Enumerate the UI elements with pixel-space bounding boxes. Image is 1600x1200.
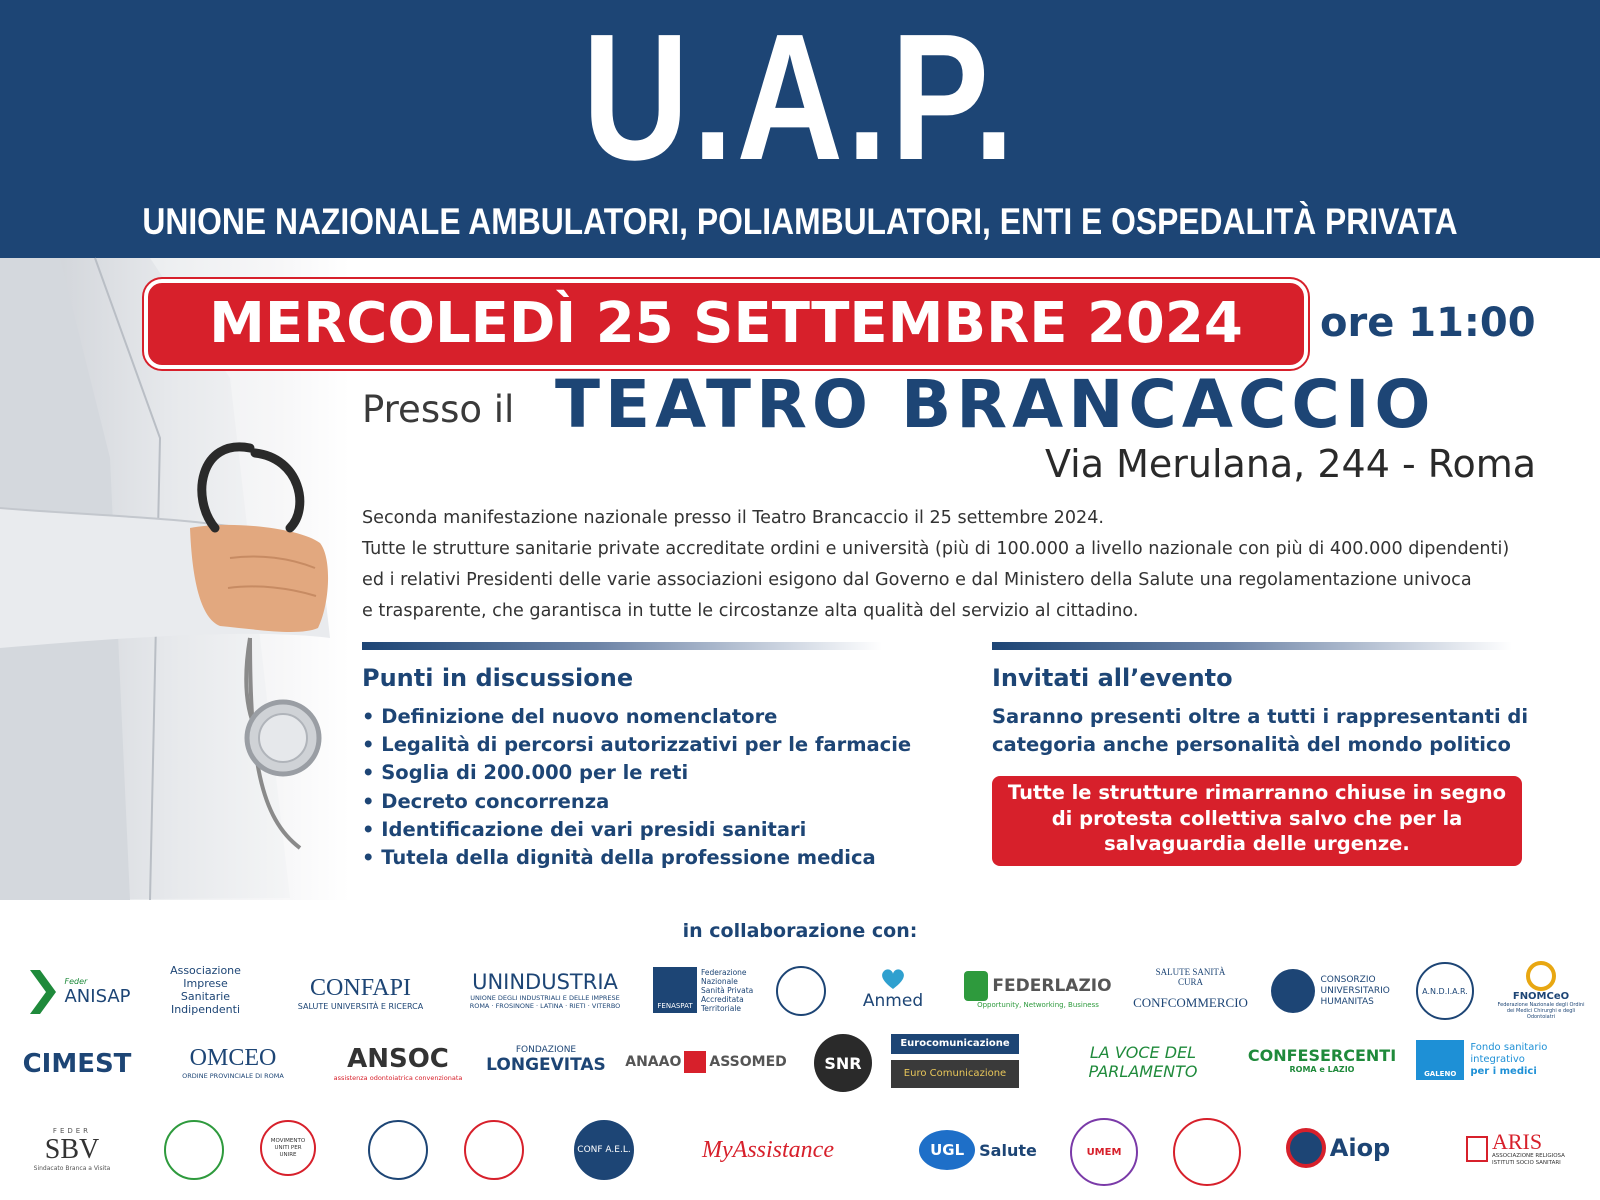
- longevitas-top: FONDAZIONE: [515, 1045, 577, 1055]
- fnomceo-text: FNOMCeO: [1512, 990, 1570, 1002]
- logo-fenaspat: [651, 962, 761, 1018]
- partner-logos: [8, 958, 1592, 1190]
- unindustria-sub: UNIONE DEGLI INDUSTRIALI E DELLE IMPRESE: [470, 994, 620, 1002]
- alert-line: di protesta collettiva salvo che per la: [1051, 806, 1463, 830]
- logo-humanitas: [1268, 964, 1403, 1018]
- humanitas-text: CONSORZIO UNIVERSITARIO HUMANITAS: [1320, 974, 1390, 1007]
- venue-address: Via Merulana, 244 - Roma: [1045, 442, 1536, 486]
- logo-andiar: A.N.D.I.A.R.: [1416, 962, 1474, 1020]
- confesercenti-text: CONFESERCENTI: [1247, 1046, 1397, 1065]
- collaboration-label: in collaborazione con:: [682, 920, 918, 942]
- section-divider: [362, 642, 882, 650]
- federlazio-mark-icon: [964, 971, 988, 1001]
- federlazio-text: FEDERLAZIO: [992, 976, 1112, 996]
- alert-line: Tutte le strutture rimarranno chiuse in segno: [1007, 781, 1507, 804]
- humanitas-mark-icon: [1271, 969, 1315, 1013]
- aris-sub: ASSOCIAZIONE RELIGIOSA ISTITUTI SOCIO SANITARI: [1492, 1153, 1565, 1166]
- logo-galeno: [1416, 1032, 1591, 1088]
- logo-snr: SNR: [814, 1034, 872, 1092]
- federlazio-tag: Opportunity, Networking, Business: [977, 1001, 1099, 1009]
- event-date: MERCOLEDÌ 25 SETTEMBRE 2024: [209, 291, 1243, 356]
- list-item: • Definizione del nuovo nomenclatore: [362, 703, 911, 731]
- anaao-left: ANAAO: [625, 1054, 682, 1070]
- confcommercio-text: CONFCOMMERCIO: [1133, 995, 1248, 1010]
- logo-ansoc: [323, 1036, 473, 1090]
- invited-text: [992, 703, 1532, 759]
- confapi-sub: SALUTE UNIVERSITÀ E RICERCA: [297, 1002, 424, 1011]
- discussion-list: [362, 703, 911, 872]
- invited-title: Invitati all’evento: [992, 664, 1233, 692]
- page-title: U.A.P.: [582, 0, 1018, 198]
- discussion-title: Punti in discussione: [362, 664, 634, 692]
- sbv-sub: Sindacato Branca a Visita: [33, 1164, 111, 1172]
- eurocom-bottom: Euro Comunicazione: [891, 1060, 1019, 1088]
- alert-line: salvaguardia delle urgenze.: [1104, 832, 1410, 855]
- list-item: • Tutela della dignità della professione medica: [362, 844, 911, 872]
- event-date-box: [144, 279, 1308, 369]
- longevitas-text: LONGEVITAS: [486, 1055, 606, 1075]
- ansoc-sub: assistenza odontoiatrica convenzionata: [333, 1074, 463, 1082]
- hands-seal-icon: [368, 1120, 428, 1180]
- fnomceo-mark-icon: [1526, 961, 1556, 991]
- omceo-text: OMCEO: [189, 1044, 277, 1071]
- logo-confapi: [278, 966, 443, 1020]
- school-seal-icon: [1173, 1118, 1241, 1186]
- confcommercio-top: SALUTE SANITÀ CURA: [1155, 967, 1226, 987]
- unindustria-cities: ROMA · FROSINONE · LATINA · RIETI · VITERBO: [469, 1002, 621, 1010]
- unindustria-text: UNINDUSTRIA: [472, 970, 618, 994]
- confapi-text: CONFAPI: [310, 975, 411, 1001]
- logo-confcommercio: [1128, 958, 1253, 1020]
- anisap-feder: Feder: [64, 977, 88, 986]
- intro-line: e trasparente, che garantisca in tutte le circostanze alta qualità del servizio al cittadino.: [362, 601, 1139, 621]
- aiop-text: Aiop: [1329, 1134, 1391, 1162]
- intro-line: Seconda manifestazione nazionale presso il Teatro Brancaccio il 25 settembre 2024.: [362, 508, 1104, 528]
- logo-umem: UMEM: [1070, 1118, 1138, 1186]
- anisap-mark-icon: [26, 966, 62, 1018]
- logo-sbv: [12, 1118, 132, 1180]
- logo-federlazio: [963, 960, 1113, 1020]
- galeno-text: GALENO: [1416, 1040, 1464, 1080]
- fenaspat-full: Federazione Nazionale Sanità Privata Accreditata Territoriale: [701, 967, 754, 1013]
- ugl-text: UGL: [919, 1130, 975, 1170]
- ansoc-text: ANSOC: [347, 1044, 449, 1074]
- anmed-heart-icon: [878, 967, 908, 991]
- intro-paragraph: [362, 503, 1562, 627]
- invited-line: categoria anche personalità del mondo politico: [992, 733, 1511, 757]
- logo-aisi: Associazione Imprese Sanitarie Indipendenti: [170, 964, 241, 1016]
- logo-anmed: [848, 958, 938, 1020]
- galeno-sub: per i medici: [1470, 1066, 1537, 1077]
- logo-voce-parlamento: LA VOCE DEL PARLAMENTO: [1088, 1043, 1198, 1081]
- logo-ugl: [918, 1126, 1038, 1174]
- list-item: • Decreto concorrenza: [362, 788, 911, 816]
- logo-anisap: [16, 962, 141, 1022]
- list-item: • Soglia di 200.000 per le reti: [362, 759, 911, 787]
- logo-movimento: MOVIMENTO UNITI PER UNIRE: [260, 1120, 316, 1176]
- seal-icon: [164, 1120, 224, 1180]
- fenaspat-text: FENASPAT: [653, 967, 697, 1013]
- ugl-salute: Salute: [979, 1140, 1037, 1160]
- logo-aris: [1460, 1124, 1588, 1174]
- omceo-sub: ORDINE PROVINCIALE DI ROMA: [182, 1071, 284, 1080]
- sbv-top: FEDER: [52, 1126, 92, 1135]
- eurocom-top: Eurocomunicazione: [891, 1034, 1019, 1054]
- confesercenti-sub: ROMA e LAZIO: [1289, 1065, 1355, 1074]
- aiop-mark-icon: [1286, 1128, 1326, 1168]
- list-item: • Identificazione dei vari presidi sanitari: [362, 816, 911, 844]
- logo-unindustria: [460, 960, 630, 1020]
- invited-line: Saranno presenti oltre a tutti i rappresentanti di: [992, 705, 1529, 728]
- sbv-text: SBV: [44, 1133, 100, 1165]
- anaao-mark-icon: [684, 1051, 706, 1073]
- fnomceo-sub: Federazione Nazionale degli Ordini dei Medici Chirurghi e degli Odontoiatri: [1497, 1001, 1585, 1020]
- aris-mark-icon: [1466, 1136, 1488, 1162]
- intro-line: ed i relativi Presidenti delle varie associazioni esigono dal Governo e dal Ministero della Salute una regolamentazione univoca: [362, 570, 1472, 590]
- anmed-text: Anmed: [862, 991, 924, 1011]
- closure-alert: [992, 776, 1522, 866]
- list-item: • Legalità di percorsi autorizzativi per le farmacie: [362, 731, 911, 759]
- galeno-desc: Fondo sanitario integrativo: [1470, 1042, 1548, 1065]
- logo-myassistance: MyAssistance: [702, 1136, 834, 1163]
- logo-cimest: CIMEST: [22, 1049, 132, 1079]
- dna-seal-icon: [776, 966, 826, 1016]
- aris-text: ARIS: [1492, 1129, 1543, 1154]
- logo-aiop: [1273, 1120, 1403, 1176]
- logo-fnomceo: [1496, 958, 1586, 1022]
- logo-eurocomunicazione: [890, 1030, 1020, 1092]
- header-banner: [0, 0, 1600, 258]
- logo-conf-ael: CONF A.E.L.: [574, 1120, 634, 1180]
- venue-prefix: Presso il: [362, 388, 515, 431]
- event-time: ore 11:00: [1320, 300, 1536, 346]
- logo-omceo: [158, 1032, 308, 1092]
- anaao-right: ASSOMED: [709, 1054, 787, 1070]
- logo-longevitas: [486, 1028, 606, 1092]
- cross-seal-icon: [464, 1120, 524, 1180]
- page-subtitle: UNIONE NAZIONALE AMBULATORI, POLIAMBULATORI, ENTI E OSPEDALITÀ PRIVATA: [142, 201, 1458, 242]
- logo-anaao: [621, 1034, 791, 1090]
- venue-name: TEATRO BRANCACCIO: [555, 366, 1436, 443]
- intro-line: Tutte le strutture sanitarie private accreditate ordini e università (più di 100.000 a livello nazionale con più di 400.000 dipendenti): [362, 539, 1510, 559]
- section-divider: [992, 642, 1512, 650]
- anisap-text: ANISAP: [64, 986, 131, 1007]
- logo-confesercenti: [1247, 1030, 1397, 1090]
